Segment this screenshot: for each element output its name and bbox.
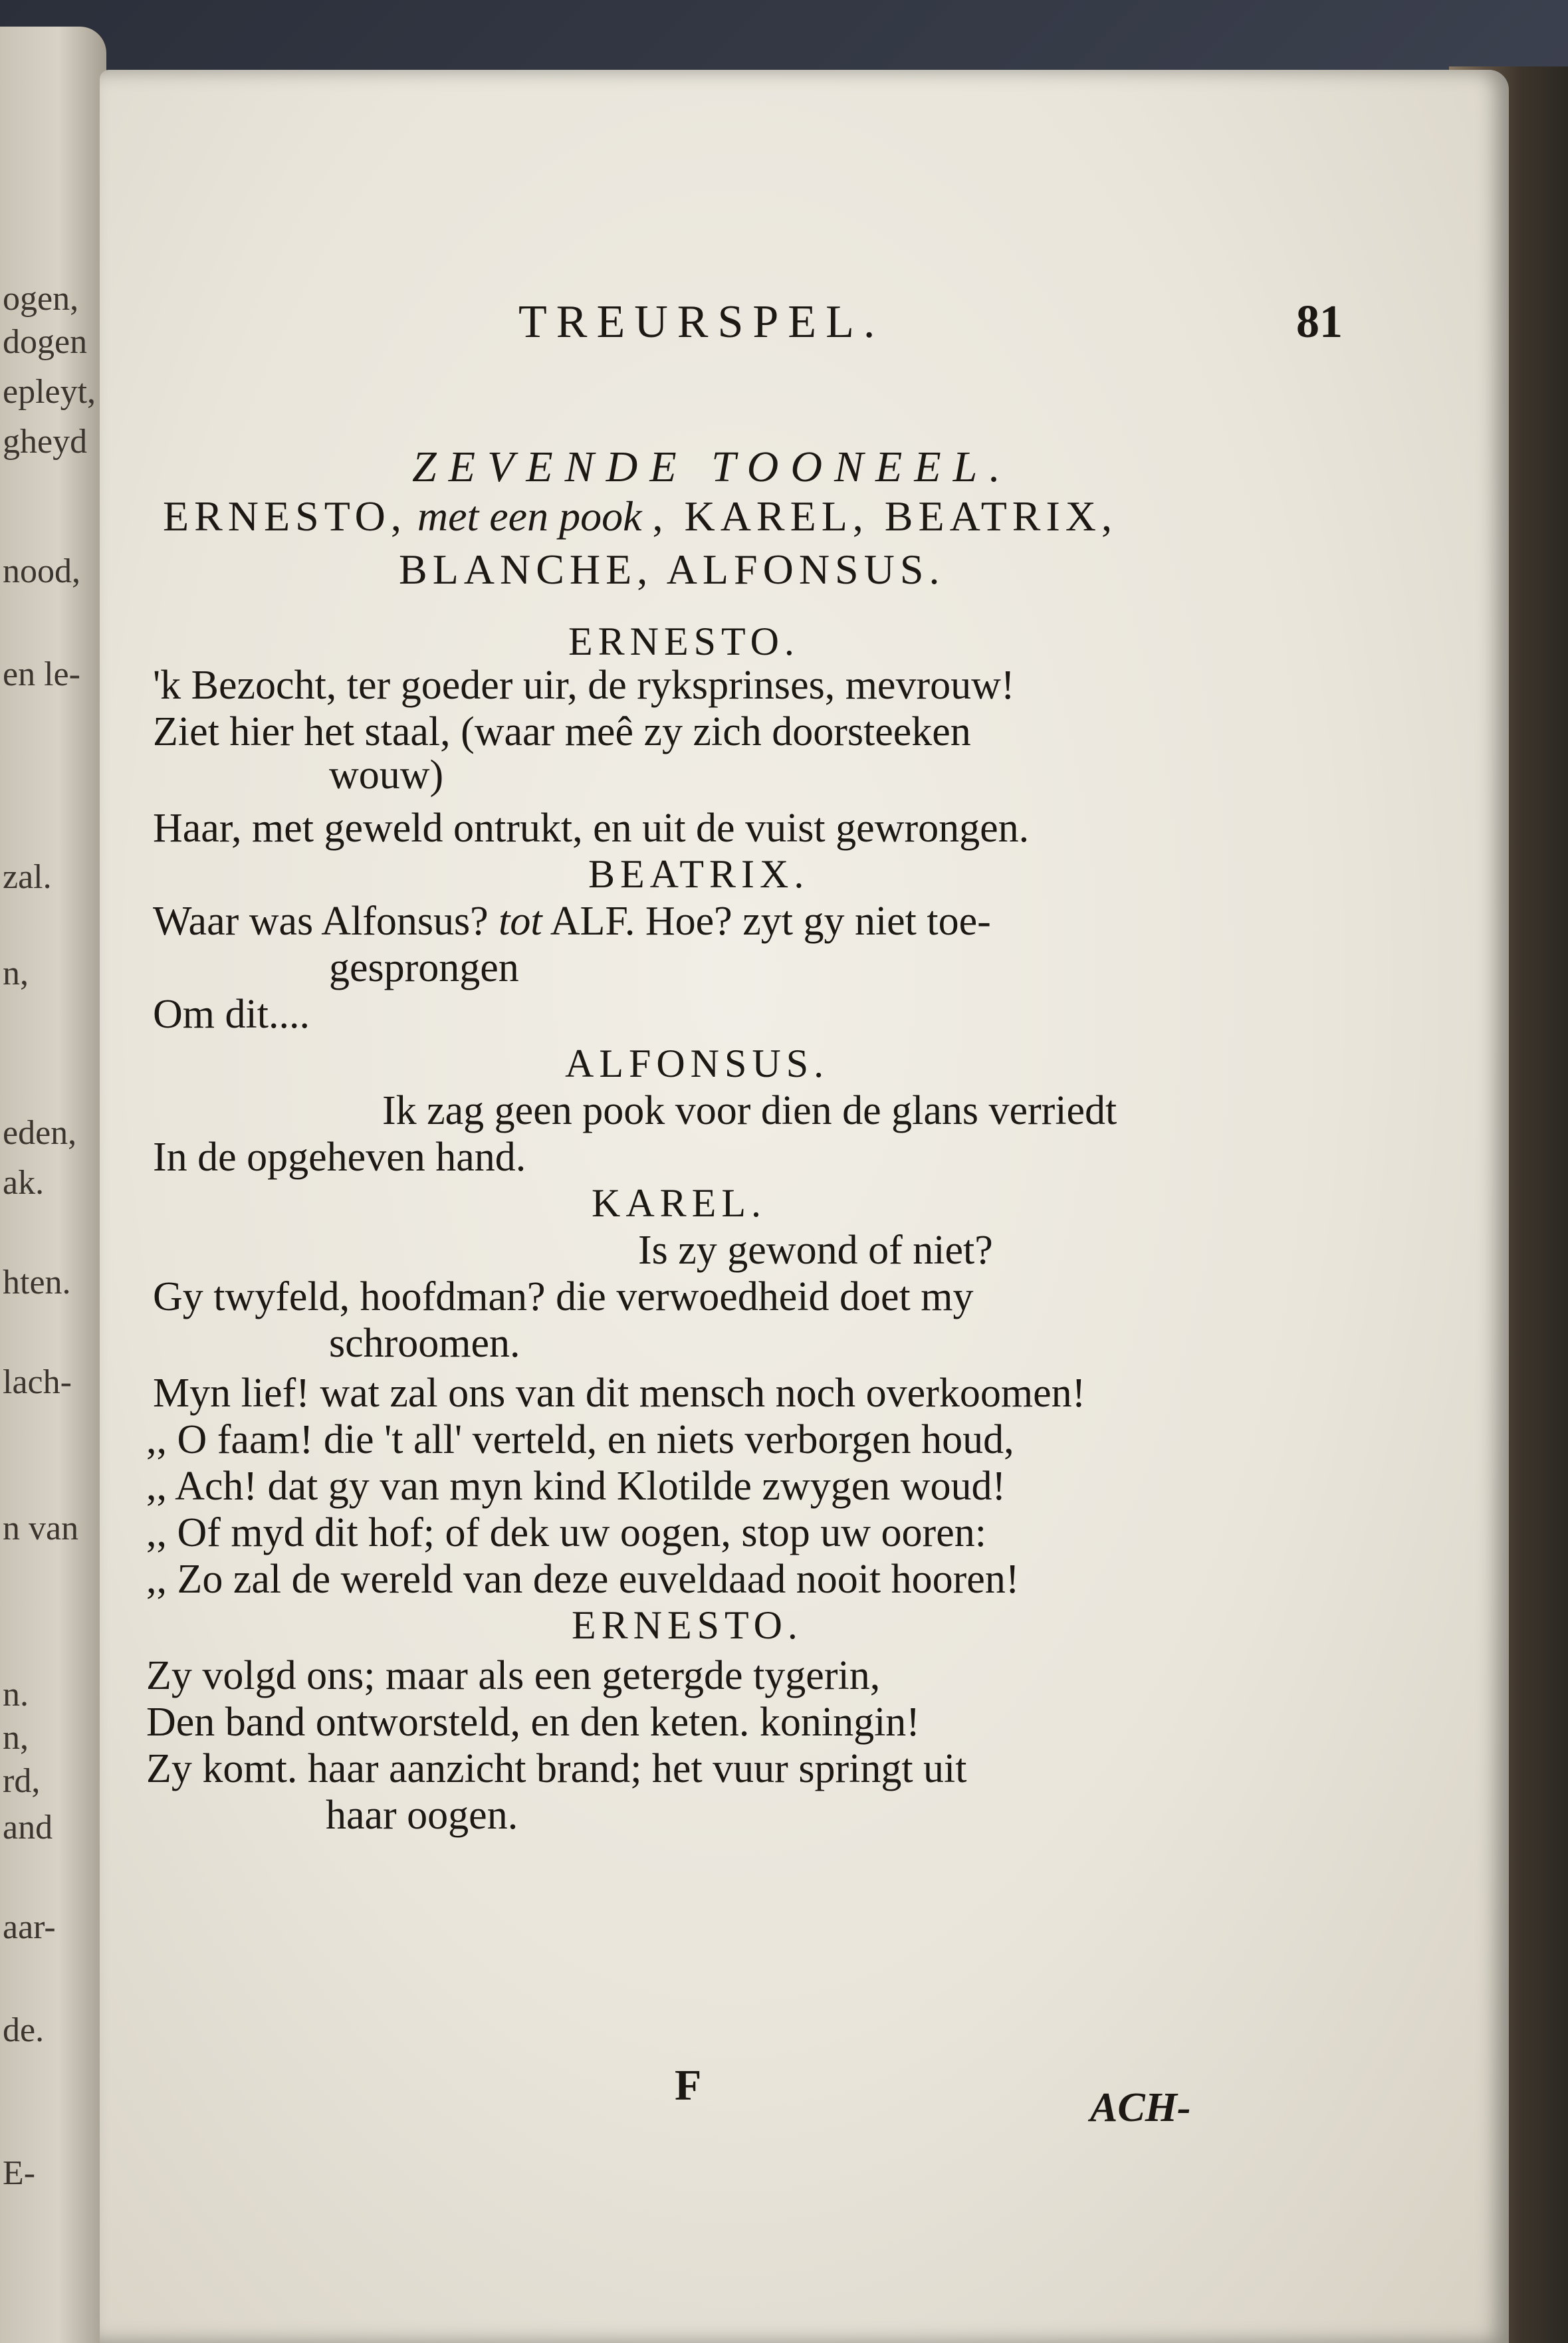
stage-direction: tot: [499, 899, 542, 944]
verse-line: ,, O faam! die 't all' verteld, en niets verborgen houd,: [146, 1417, 1014, 1462]
left-fragment: E-: [3, 2154, 36, 2192]
left-fragment: en le-: [3, 655, 80, 693]
verse-line: Den band ontworsteld, en den keten. koningin!: [146, 1700, 920, 1745]
verse-line: Ziet hier het staal, (waar meê zy zich doorsteeken: [153, 709, 971, 754]
cast-list-line: BLANCHE, ALFONSUS.: [399, 546, 945, 593]
verse-line: Ik zag geen pook voor dien de glans verriedt: [382, 1088, 1117, 1133]
left-fragment: ogen,: [3, 280, 79, 318]
left-fragment: ak.: [3, 1164, 45, 1202]
verse-line: schroomen.: [329, 1321, 520, 1366]
left-fragment: epleyt,: [3, 373, 96, 411]
speaker-heading: ALFONSUS.: [565, 1042, 830, 1085]
verse-line: ,, Of myd dit hof; of dek uw oogen, stop uw ooren:: [146, 1510, 986, 1555]
verse-text: Waar was Alfonsus?: [153, 899, 489, 944]
left-fragment: eden,: [3, 1114, 77, 1152]
left-fragment: n,: [3, 954, 29, 992]
verse-text: ALF. Hoe? zyt gy niet toe-: [550, 899, 991, 944]
verse-line: Om dit....: [153, 992, 310, 1037]
signature-mark: F: [675, 2061, 702, 2110]
left-fragment: zal.: [3, 858, 52, 896]
scene-title: ZEVENDE TOONEEL.: [412, 443, 1012, 491]
left-fragment: rd,: [3, 1762, 41, 1800]
page-number: 81: [1296, 296, 1343, 348]
left-fragment: lach-: [3, 1363, 72, 1401]
verse-line: Haar, met geweld ontrukt, en uit de vuist gewrongen.: [153, 806, 1030, 851]
left-fragment: de.: [3, 2011, 45, 2049]
left-fragment: dogen: [3, 323, 88, 361]
cast-list-line: [163, 495, 1117, 538]
speaker-heading: ERNESTO.: [572, 1603, 803, 1647]
left-page: [0, 27, 106, 2343]
verse-line: Zy komt. haar aanzicht brand; het vuur springt uit: [146, 1746, 967, 1791]
verse-line: ,, Zo zal de wereld van deze euveldaad nooit hooren!: [146, 1557, 1020, 1602]
stage-direction: met een pook: [417, 493, 642, 540]
left-fragment: hten.: [3, 1264, 71, 1301]
left-fragment: nood,: [3, 552, 80, 590]
verse-line: ,, Ach! dat gy van myn kind Klotilde zwygen woud!: [146, 1464, 1006, 1509]
verse-line: wouw): [329, 752, 444, 798]
cast-names: , KAREL, BEATRIX,: [652, 493, 1117, 540]
verse-line: Myn lief! wat zal ons van dit mensch noch overkoomen!: [153, 1371, 1086, 1416]
left-fragment: gheyd: [3, 423, 88, 461]
verse-line: Is zy gewond of niet?: [638, 1228, 993, 1273]
verse-line: gesprongen: [329, 945, 519, 990]
verse-line: [153, 901, 991, 942]
verse-line: Zy volgd ons; maar als een getergde tygerin,: [146, 1653, 881, 1698]
right-page: [100, 70, 1509, 2343]
verse-line: Gy twyfeld, hoofdman? die verwoedheid doet my: [153, 1274, 974, 1319]
verse-line: 'k Bezocht, ter goeder uir, de ryksprinses, mevrouw!: [153, 663, 1015, 708]
left-fragment: n,: [3, 1719, 29, 1757]
speaker-heading: ERNESTO.: [568, 619, 800, 663]
left-fragment: n.: [3, 1676, 29, 1714]
catchword: ACH-: [1090, 2085, 1191, 2130]
speaker-heading: KAREL.: [592, 1181, 766, 1225]
left-fragment: and: [3, 1809, 53, 1846]
running-head: TREURSPEL.: [518, 296, 885, 348]
left-fragment: aar-: [3, 1908, 56, 1946]
cast-name: ERNESTO,: [163, 493, 407, 540]
verse-line: haar oogen.: [326, 1793, 518, 1838]
speaker-heading: BEATRIX.: [588, 852, 810, 896]
left-fragment: n van: [3, 1509, 79, 1547]
verse-line: In de opgeheven hand.: [153, 1135, 526, 1180]
